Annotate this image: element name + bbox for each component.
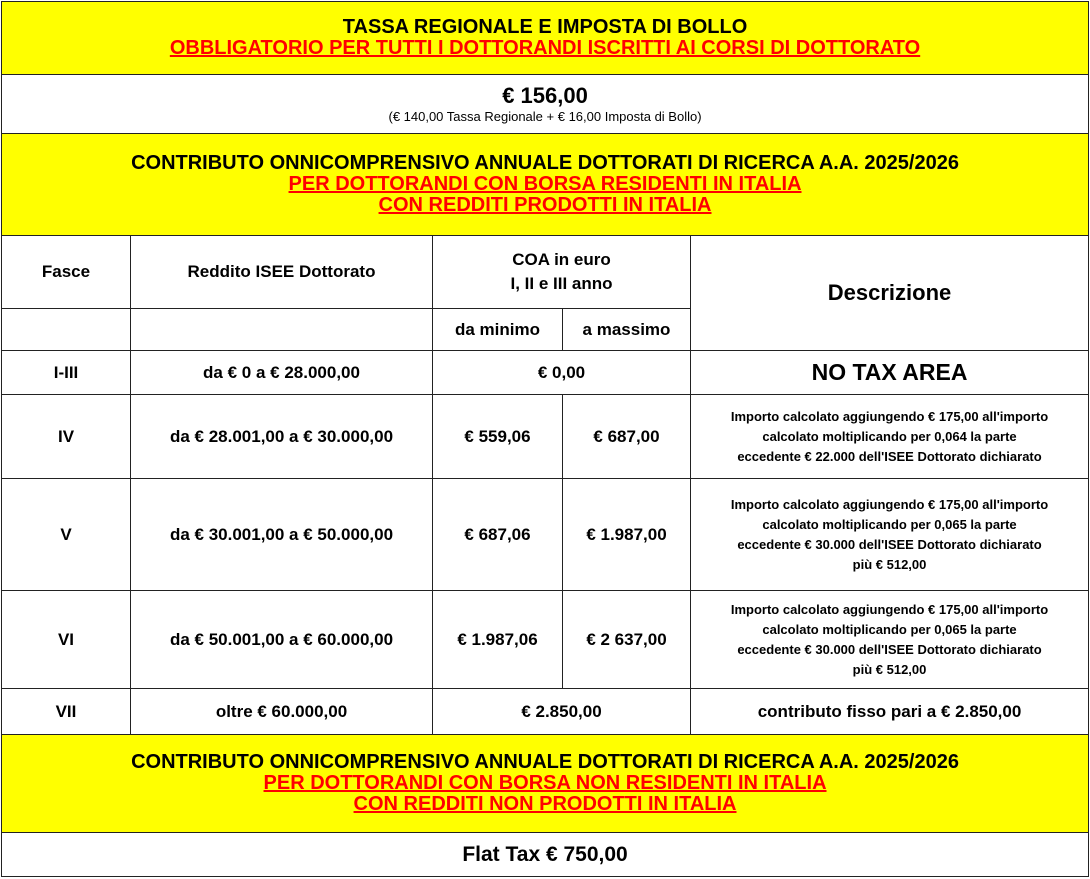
tassa-header (2, 2, 1089, 75)
row-fascia: VII (2, 689, 131, 735)
nonresident-section-line1: PER DOTTORANDI CON BORSA NON RESIDENTI IN ITALIA (263, 772, 827, 794)
row-massimo: € 687,00 (563, 395, 691, 479)
row-reddito: oltre € 60.000,00 (131, 689, 433, 735)
fee-table (1, 1, 1089, 877)
row-minimo: € 1.987,06 (433, 591, 563, 689)
desc-line: più € 512,00 (852, 661, 927, 677)
col-header-a-massimo: a massimo (563, 309, 691, 351)
nonresident-section-line2: CON REDDITI NON PRODOTTI IN ITALIA (353, 793, 737, 815)
row-coa: € 0,00 (433, 351, 691, 395)
col-header-coa (433, 236, 691, 309)
table-row (2, 689, 1089, 735)
row-minimo: € 687,06 (433, 479, 563, 591)
desc-line: eccedente € 22.000 dell'ISEE Dottorato dichiarato (737, 448, 1042, 464)
table-row (2, 591, 1089, 689)
coa-header-line2: I, II e III anno (510, 274, 613, 293)
desc-line: Importo calcolato aggiungendo € 175,00 all'importo (730, 408, 1049, 424)
flat-tax: Flat Tax € 750,00 (2, 833, 1089, 877)
desc-line: calcolato moltiplicando per 0,064 la parte (762, 428, 1017, 444)
tassa-title: TASSA REGIONALE E IMPOSTA DI BOLLO (342, 16, 748, 38)
resident-section-line1: PER DOTTORANDI CON BORSA RESIDENTI IN ITALIA (288, 173, 802, 195)
tassa-amount-cell (2, 75, 1089, 134)
desc-line: eccedente € 30.000 dell'ISEE Dottorato dichiarato (737, 536, 1042, 552)
empty-cell (2, 309, 131, 351)
row-reddito: da € 50.001,00 a € 60.000,00 (131, 591, 433, 689)
row-minimo: € 559,06 (433, 395, 563, 479)
row-fascia: V (2, 479, 131, 591)
row-fascia: IV (2, 395, 131, 479)
row-coa: € 2.850,00 (433, 689, 691, 735)
table-row (2, 351, 1089, 395)
nonresident-section-title: CONTRIBUTO ONNICOMPRENSIVO ANNUALE DOTTORATI DI RICERCA A.A. 2025/2026 (131, 751, 959, 773)
row-fascia: VI (2, 591, 131, 689)
row-massimo: € 2 637,00 (563, 591, 691, 689)
row-descrizione: contributo fisso pari a € 2.850,00 (691, 689, 1089, 735)
col-header-da-minimo: da minimo (433, 309, 563, 351)
desc-line: Importo calcolato aggiungendo € 175,00 all'importo (730, 496, 1049, 512)
row-fascia: I-III (2, 351, 131, 395)
desc-line: calcolato moltiplicando per 0,065 la parte (762, 516, 1017, 532)
row-descrizione: NO TAX AREA (691, 351, 1089, 395)
coa-header-line1: COA in euro (512, 250, 611, 269)
desc-line: eccedente € 30.000 dell'ISEE Dottorato dichiarato (737, 641, 1042, 657)
col-header-reddito: Reddito ISEE Dottorato (131, 236, 433, 309)
desc-line: più € 512,00 (852, 556, 927, 572)
resident-section-title: CONTRIBUTO ONNICOMPRENSIVO ANNUALE DOTTORATI DI RICERCA A.A. 2025/2026 (131, 152, 959, 174)
row-reddito: da € 0 a € 28.000,00 (131, 351, 433, 395)
row-descrizione (691, 395, 1089, 479)
col-header-descrizione: Descrizione (691, 236, 1089, 351)
col-header-fasce: Fasce (2, 236, 131, 309)
tassa-amount: € 156,00 (502, 83, 588, 108)
resident-section-header (2, 134, 1089, 236)
row-descrizione (691, 479, 1089, 591)
nonresident-section-header (2, 735, 1089, 833)
row-reddito: da € 28.001,00 a € 30.000,00 (131, 395, 433, 479)
desc-line: Importo calcolato aggiungendo € 175,00 all'importo (730, 601, 1049, 617)
tassa-subtitle: OBBLIGATORIO PER TUTTI I DOTTORANDI ISCRITTI AI CORSI DI DOTTORATO (169, 37, 921, 59)
row-reddito: da € 30.001,00 a € 50.000,00 (131, 479, 433, 591)
tassa-breakdown: (€ 140,00 Tassa Regionale + € 16,00 Imposta di Bollo) (388, 109, 702, 124)
table-row (2, 479, 1089, 591)
row-descrizione (691, 591, 1089, 689)
table-row (2, 395, 1089, 479)
desc-line: calcolato moltiplicando per 0,065 la parte (762, 621, 1017, 637)
row-massimo: € 1.987,00 (563, 479, 691, 591)
resident-section-line2: CON REDDITI PRODOTTI IN ITALIA (378, 194, 712, 216)
empty-cell (131, 309, 433, 351)
